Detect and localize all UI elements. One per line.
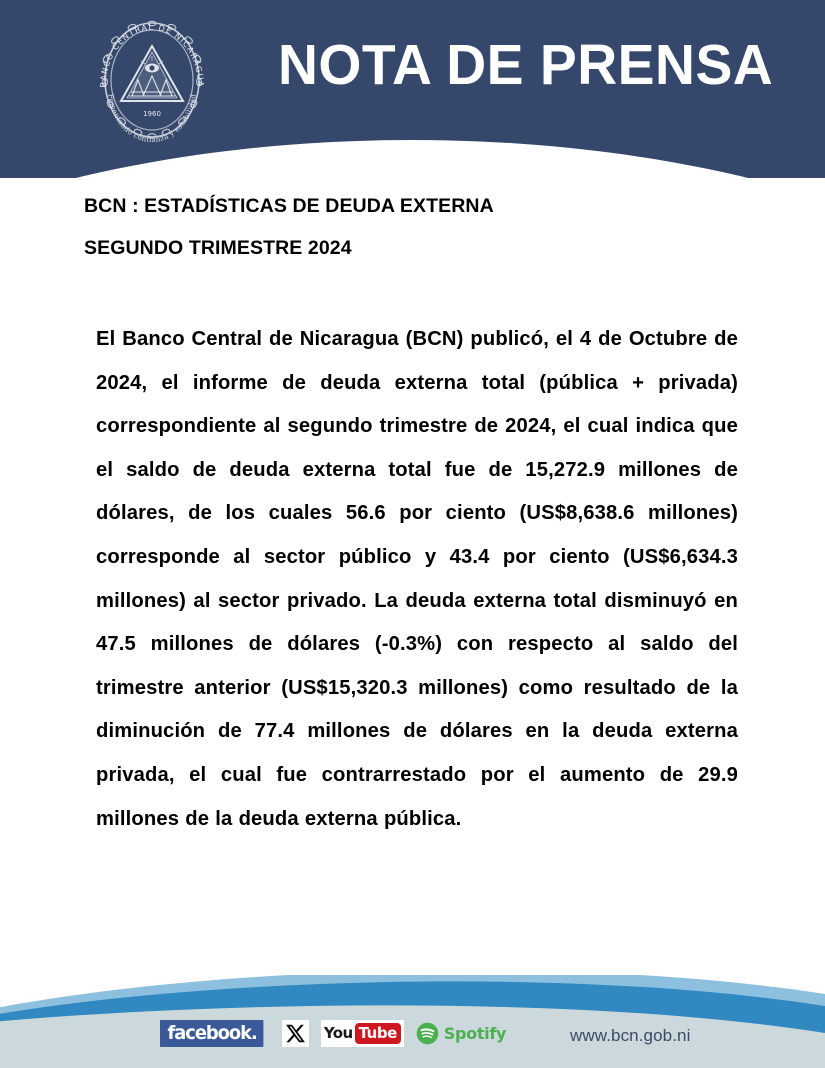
document-heading-line-2: SEGUNDO TRIMESTRE 2024 — [84, 237, 352, 259]
document-heading-line-1: BCN : ESTADÍSTICAS DE DEUDA EXTERNA — [84, 195, 494, 217]
document-paragraph: El Banco Central de Nicaragua (BCN) publicó, el 4 de Octubre de 2024, el informe de deuda externa total (pública + privada) correspondiente al segundo trimestre de 2024, el cual indica que el saldo de deuda externa total fue de 15,272.9 millones de dólares, de los cuales 56.6 por ciento (US$8,638.6 millones) corresponde al sector público y 43.4 por ciento (US$6,634.3 millones) al sector privado. La deuda externa total disminuyó en 47.5 millones de dólares (-0.3%) con respecto al saldo del trimestre anterior (US$15,320.3 millones) como resultado de la diminución de 77.4 millones de dólares en la deuda externa privada, el cual fue contrarrestado por el aumento de 29.9 millones de la deuda externa pública. — [96, 328, 738, 830]
facebook-icon[interactable]: facebook. — [160, 1020, 263, 1047]
spotify-label: Spotify — [443, 1023, 507, 1043]
youtube-you-text: You — [323, 1023, 353, 1042]
x-twitter-icon[interactable] — [282, 1020, 309, 1047]
document-body — [0, 178, 825, 990]
spotify-icon[interactable] — [416, 1020, 506, 1047]
youtube-tube-text: Tube — [355, 1023, 401, 1044]
page-title: NOTA DE PRENSA — [278, 33, 774, 97]
svg-text:BANCO CENTRAL DE NICARAGUA: BANCO CENTRAL DE NICARAGUA — [97, 21, 207, 88]
svg-text:1960: 1960 — [143, 110, 161, 118]
youtube-icon[interactable] — [321, 1020, 404, 1047]
banco-central-de-nicaragua-seal-icon — [88, 16, 216, 144]
page-header — [0, 0, 825, 178]
website-url[interactable]: www.bcn.gob.ni — [570, 1026, 691, 1045]
svg-text:Fomentando confianza y estabil: Fomentando confianza y estabilidad — [106, 93, 198, 144]
social-media-links — [160, 1018, 506, 1048]
